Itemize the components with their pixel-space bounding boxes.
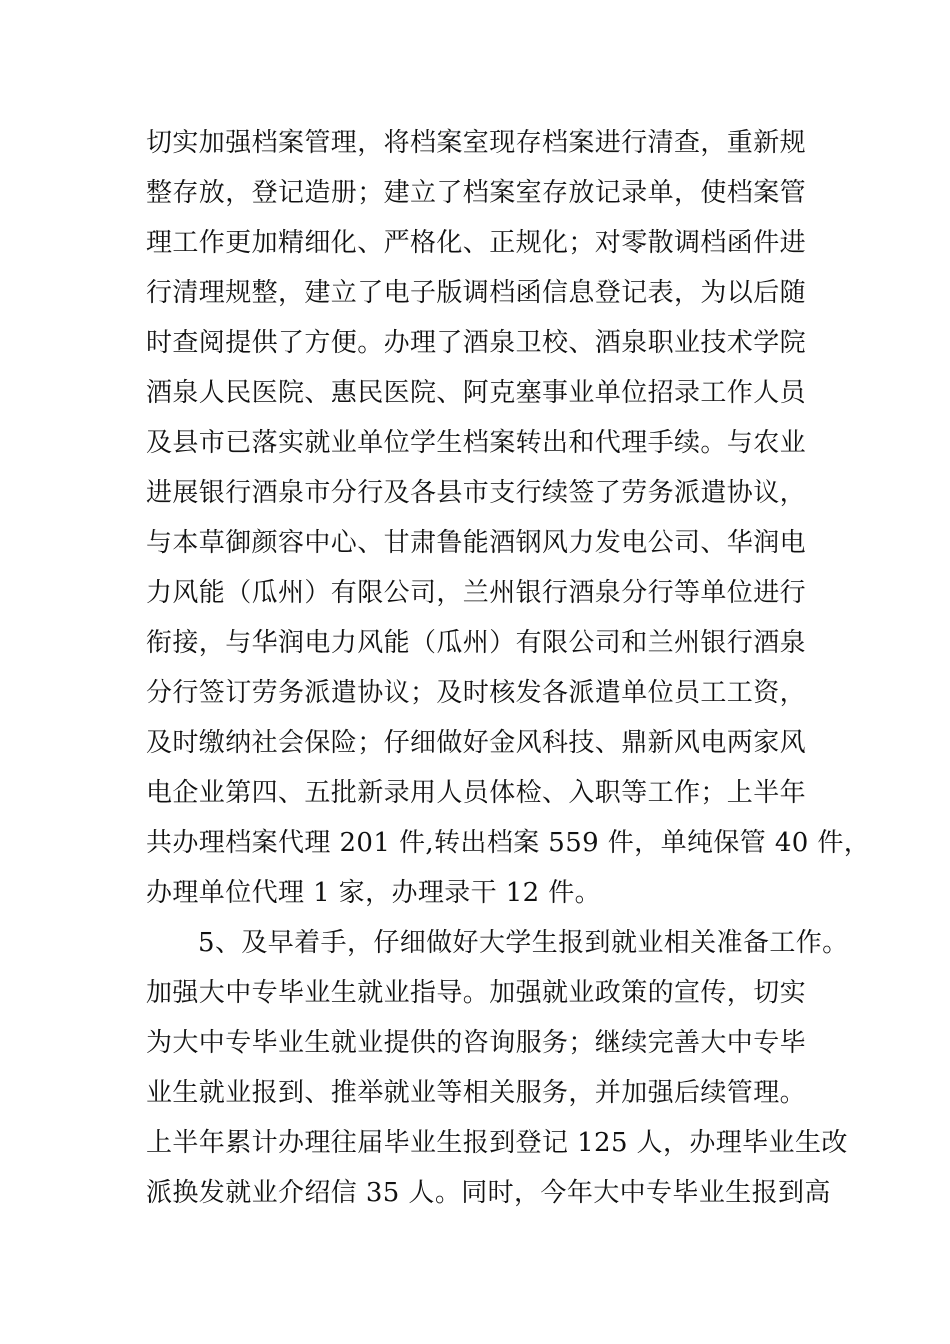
text-line: 上半年累计办理往届毕业生报到登记 125 人，办理毕业生改: [146, 1128, 848, 1158]
text-line: 及时缴纳社会保险；仔细做好金风科技、鼎新风电两家风: [146, 728, 807, 758]
text-line: 办理单位代理 1 家，办理录干 12 件。: [146, 878, 602, 908]
text-line: 派换发就业介绍信 35 人。同时，今年大中专毕业生报到高: [146, 1178, 831, 1208]
text-line: 及县市已落实就业单位学生档案转出和代理手续。与农业: [146, 428, 807, 458]
text-line: 共办理档案代理 201 件,转出档案 559 件，单纯保管 40 件，: [146, 828, 871, 858]
text-line: 理工作更加精细化、严格化、正规化；对零散调档函件进: [146, 228, 807, 258]
text-line: 时查阅提供了方便。办理了酒泉卫校、酒泉职业技术学院: [146, 328, 807, 358]
text-line: 衔接，与华润电力风能（瓜州）有限公司和兰州银行酒泉: [146, 628, 807, 658]
text-line: 加强大中专毕业生就业指导。加强就业政策的宣传，切实: [146, 978, 807, 1008]
text-line: 分行签订劳务派遣协议；及时核发各派遣单位员工工资，: [146, 678, 807, 708]
text-line: 力风能（瓜州）有限公司，兰州银行酒泉分行等单位进行: [146, 578, 807, 608]
section-heading-line: 5、及早着手，仔细做好大学生报到就业相关准备工作。: [198, 928, 849, 958]
text-line: 业生就业报到、推举就业等相关服务，并加强后续管理。: [146, 1078, 807, 1108]
text-line: 行清理规整，建立了电子版调档函信息登记表，为以后随: [146, 278, 807, 308]
text-line: 进展银行酒泉市分行及各县市支行续签了劳务派遣协议，: [146, 478, 807, 508]
text-line: 切实加强档案管理，将档案室现存档案进行清查，重新规: [146, 128, 807, 158]
text-line: 与本草御颜容中心、甘肃鲁能酒钢风力发电公司、华润电: [146, 528, 807, 558]
text-line: 电企业第四、五批新录用人员体检、入职等工作；上半年: [146, 778, 807, 808]
text-line: 酒泉人民医院、惠民医院、阿克塞事业单位招录工作人员: [146, 378, 807, 408]
text-line: 为大中专毕业生就业提供的咨询服务；继续完善大中专毕: [146, 1028, 807, 1058]
text-line: 整存放，登记造册；建立了档案室存放记录单，使档案管: [146, 178, 807, 208]
